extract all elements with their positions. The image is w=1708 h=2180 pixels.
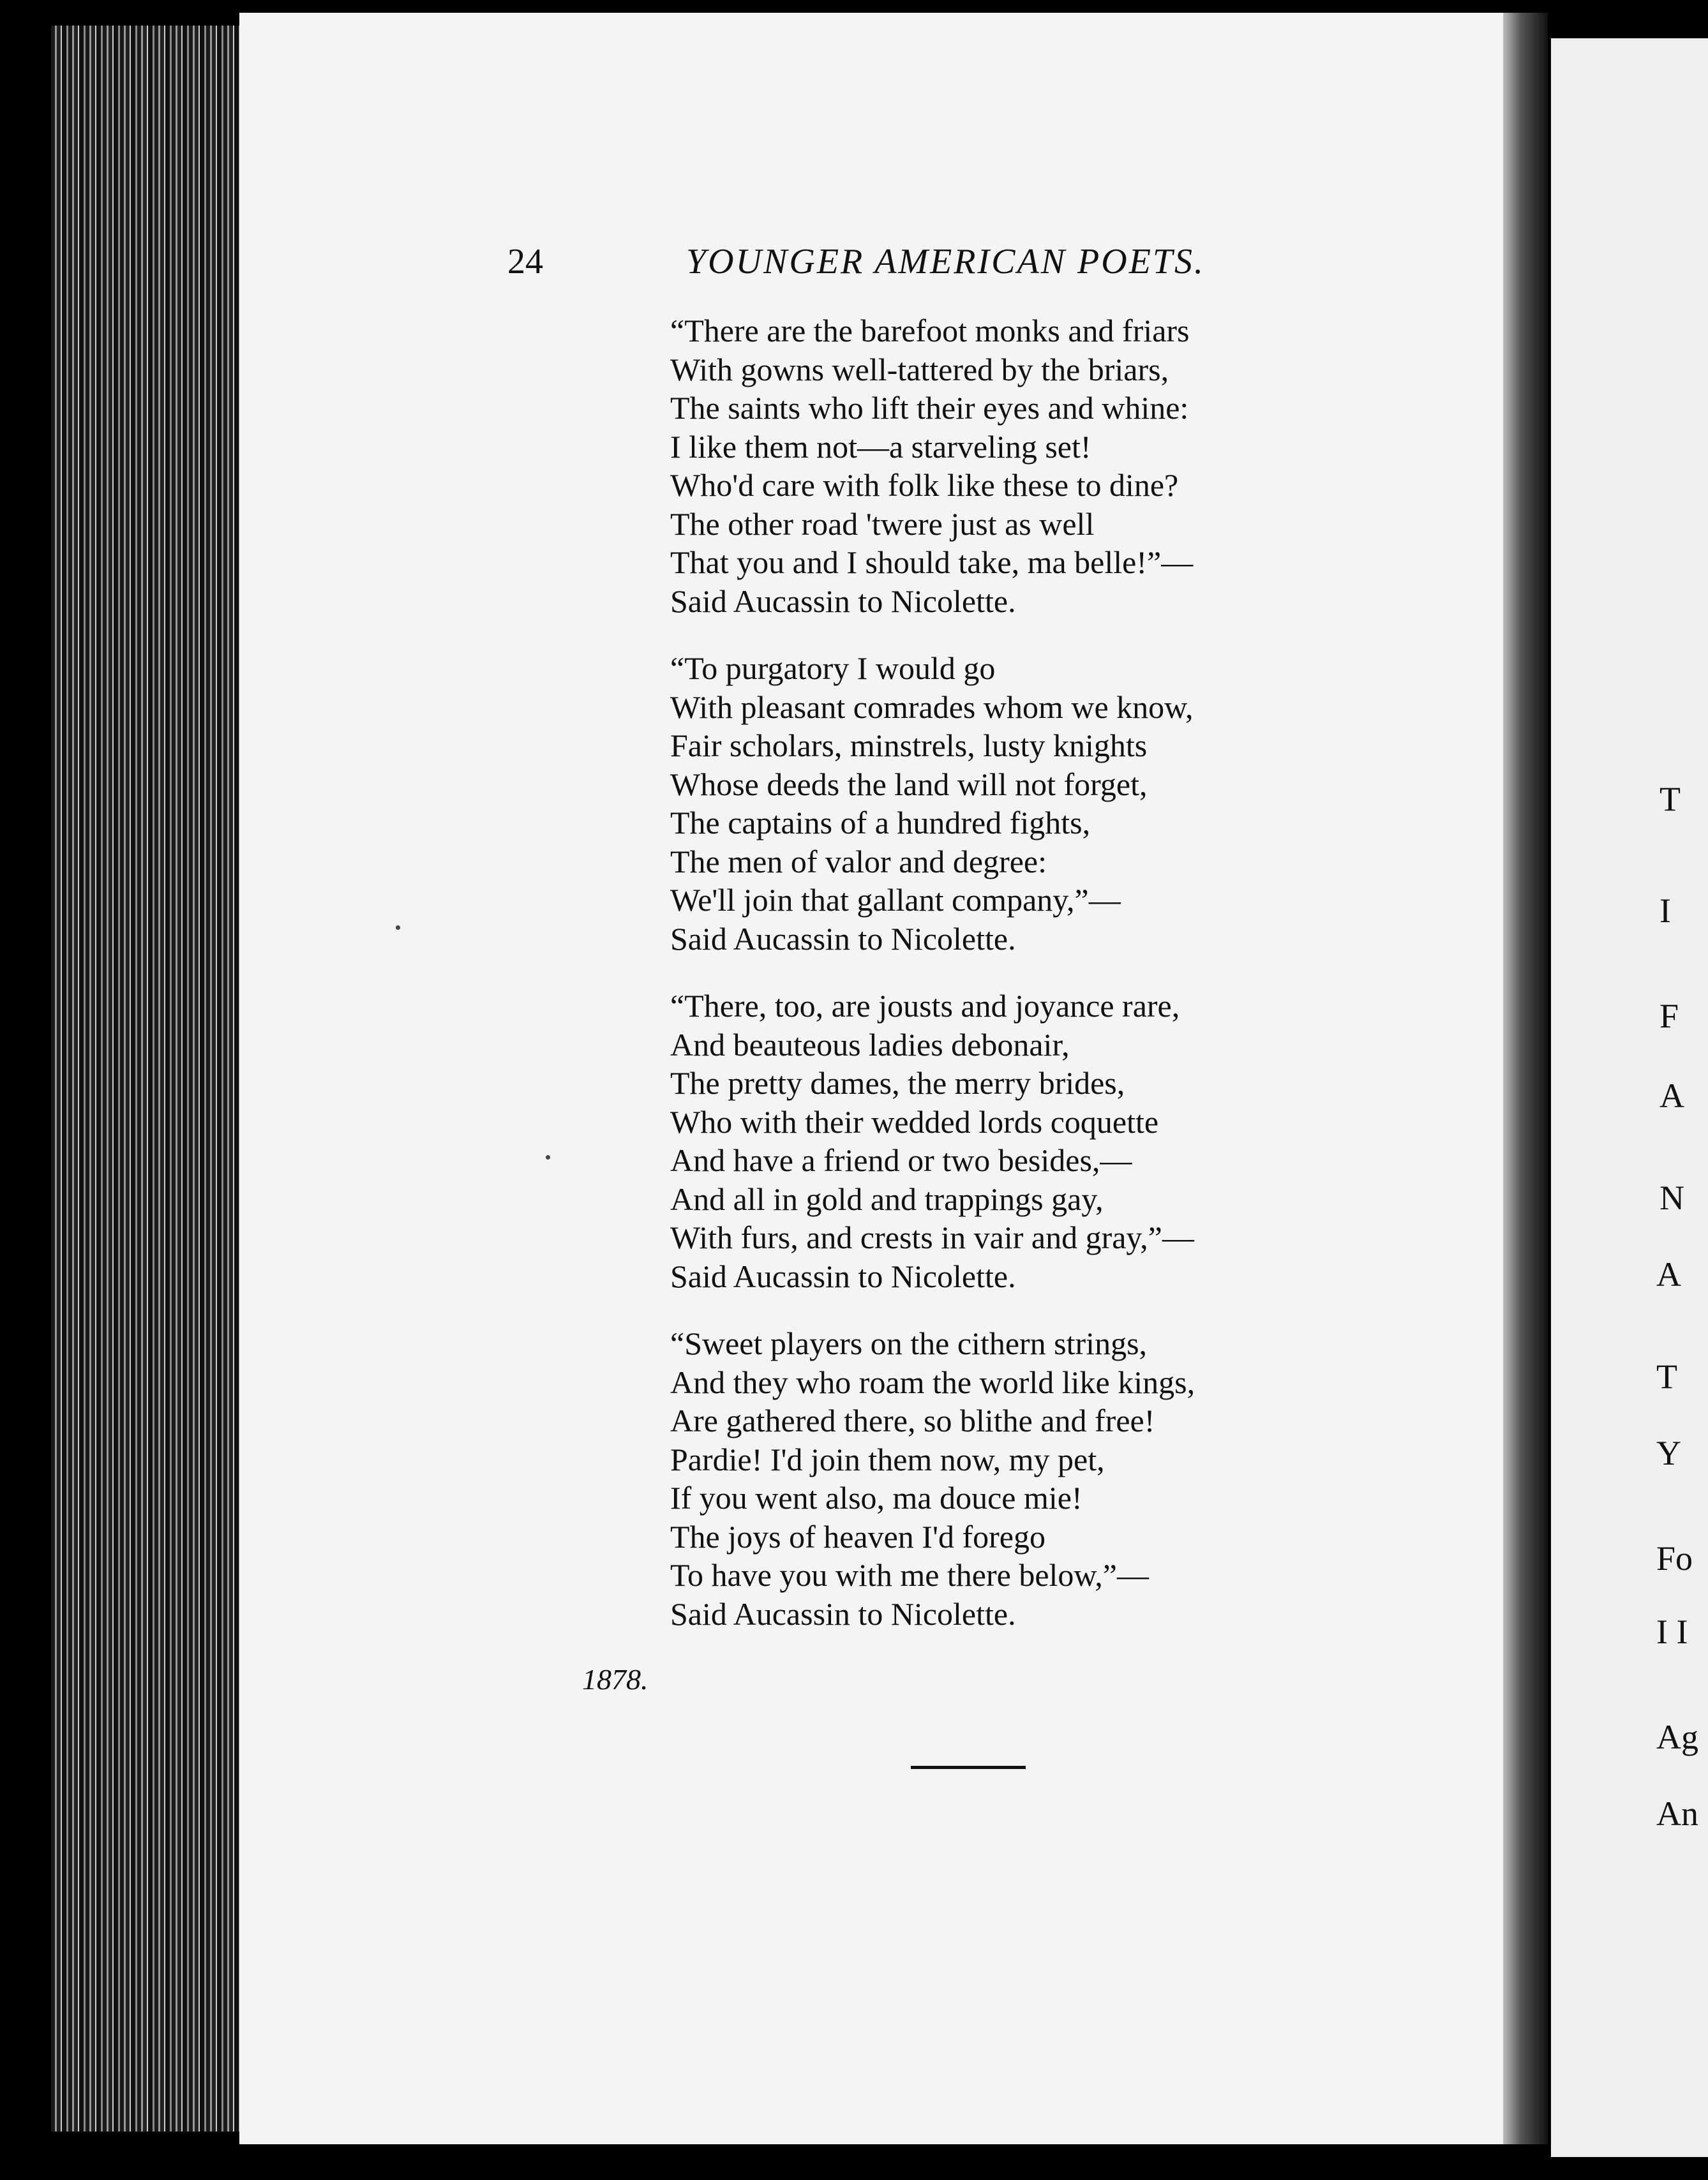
poem-line: Are gathered there, so blithe and free! (670, 1403, 1155, 1438)
poem-line: The captains of a hundred fights, (670, 805, 1091, 840)
poem-line: Pardie! I'd join them now, my pet, (670, 1441, 1105, 1477)
poem-line: To have you with me there below,”— (670, 1557, 1149, 1593)
page-number: 24 (507, 242, 543, 281)
poem-line: The joys of heaven I'd forego (670, 1518, 1045, 1555)
poem-line: And all in gold and trappings gay, (670, 1181, 1104, 1217)
poem-line: Fair scholars, minstrels, lusty knights (670, 728, 1148, 763)
refrain-line: Said Aucassin to Nicolette. (670, 1258, 1016, 1294)
facing-page (1551, 38, 1708, 2157)
poem-line: The other road 'twere just as well (670, 505, 1095, 542)
poem-line: And they who roam the world like kings, (670, 1364, 1195, 1400)
facing-page-fragment: I I (1656, 1613, 1688, 1651)
running-head: YOUNGER AMERICAN POETS. (686, 242, 1206, 281)
poem-line: We'll join that gallant company,”— (670, 882, 1121, 918)
paper-speck (546, 1155, 550, 1160)
poem-line: Whose deeds the land will not forget, (670, 766, 1148, 802)
poem-line: The saints who lift their eyes and whine: (670, 390, 1189, 426)
poem-line: “There are the barefoot monks and friars (670, 313, 1190, 348)
poem-line: “There, too, are jousts and joyance rare, (670, 988, 1180, 1024)
facing-page-fragment: F (1659, 997, 1679, 1035)
refrain-line: Said Aucassin to Nicolette. (670, 1595, 1016, 1632)
poem-line: “To purgatory I would go (670, 650, 996, 686)
poem-line: With gowns well-tattered by the briars, (670, 351, 1169, 387)
refrain-line: Said Aucassin to Nicolette. (670, 583, 1016, 619)
refrain-line: Said Aucassin to Nicolette. (670, 920, 1016, 957)
gutter-shadow (1503, 13, 1548, 2144)
facing-page-fragment: A (1656, 1255, 1681, 1294)
stanza (670, 1324, 1436, 1633)
facing-page-fragment: Fo (1656, 1539, 1693, 1578)
poem-line: “Sweet players on the cithern strings, (670, 1325, 1148, 1361)
poem-line: If you went also, ma douce mie! (670, 1480, 1082, 1516)
paper-speck (396, 925, 400, 930)
poem-line: Who with their wedded lords coquette (670, 1103, 1159, 1140)
section-divider (911, 1766, 1026, 1769)
facing-page-fragment: An (1656, 1795, 1698, 1833)
poem-line: And beauteous ladies debonair, (670, 1026, 1070, 1063)
poem-date: 1878. (582, 1663, 648, 1696)
facing-page-fragment: A (1659, 1077, 1684, 1115)
book-page-edges (51, 26, 243, 2131)
poem-line: With furs, and crests in vair and gray,”— (670, 1220, 1194, 1255)
stanza (670, 311, 1436, 620)
poem-line: And have a friend or two besides,— (670, 1142, 1132, 1178)
page-header (507, 241, 1299, 286)
poem-line: The pretty dames, the merry brides, (670, 1065, 1125, 1101)
poem-line: That you and I should take, ma belle!”— (670, 544, 1194, 580)
stanza (670, 649, 1436, 958)
facing-page-fragment: I (1659, 892, 1671, 930)
stanza (670, 987, 1436, 1295)
facing-page-fragment: T (1659, 780, 1681, 818)
facing-page-fragment: N (1659, 1179, 1684, 1217)
poem-line: The men of valor and degree: (670, 843, 1047, 879)
poem-line: Who'd care with folk like these to dine? (670, 467, 1179, 503)
poem (670, 311, 1436, 1662)
poem-line: With pleasant comrades whom we know, (670, 689, 1194, 725)
facing-page-fragment: Y (1656, 1434, 1681, 1472)
poem-line: I like them not—a starveling set! (670, 428, 1091, 465)
facing-page-fragment: Ag (1656, 1718, 1698, 1756)
facing-page-fragment: T (1656, 1357, 1677, 1396)
